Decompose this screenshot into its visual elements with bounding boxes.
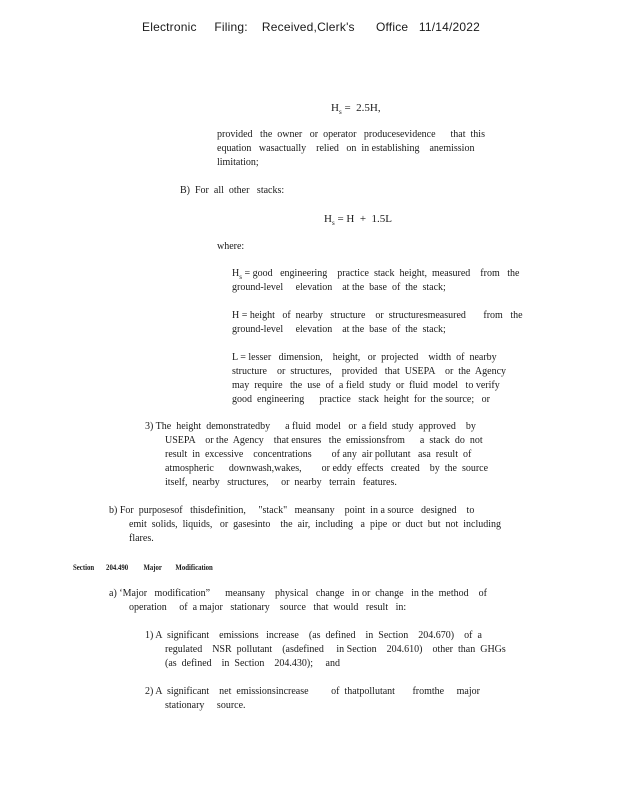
text-line: stationary source. <box>145 700 246 711</box>
equation-subscript: s <box>331 219 335 227</box>
text-line: 2) A significant net emissionsincrease of thatpollutant fromthe major <box>145 686 480 697</box>
text-line: 1) A significant emissions increase (as defined in Section 204.670) of a <box>145 630 482 641</box>
text-line: a) ‘Major modification” meansany physical change in or change in the method of <box>109 588 487 599</box>
equation-base: H <box>331 102 339 114</box>
text-line: atmospheric downwash,wakes, or eddy effects created by the source <box>145 463 489 474</box>
text-line: H = height of nearby structure or structuresmeasured from the <box>232 310 523 321</box>
item-a-major-modification <box>109 587 487 615</box>
text-line: ground-level elevation at the base of the stack; <box>232 282 446 293</box>
text-line: result in excessive concentrations of any air pollutant asa result of <box>145 449 472 460</box>
item-3-height-demonstrated <box>145 420 488 490</box>
text-line: ground-level elevation at the base of the stack; <box>232 324 446 335</box>
item-b-other-stacks: B) For all other stacks: <box>180 185 285 196</box>
text-line: L = lesser dimension, height, or projected width of nearby <box>232 352 497 363</box>
text-line: regulated NSR pollutant (asdefined in Section 204.610) other than GHGs <box>145 644 506 655</box>
text-line: operation of a major stationary source that would result in: <box>109 602 407 613</box>
item-b-stack-definition <box>109 504 501 546</box>
text-line: itself, nearby structures, or nearby terrain features. <box>145 477 397 488</box>
filing-header: Electronic Filing: Received,Clerk's Office 11/14/2022 <box>142 20 481 34</box>
equation-subscript: s <box>338 108 342 116</box>
symbol-base: H <box>232 268 240 279</box>
text-line <box>232 267 519 281</box>
text-line: good engineering practice stack height for the source; or <box>232 394 490 405</box>
text-line: limitation; <box>217 157 259 168</box>
section-heading: Section 204.490 Major Modification <box>73 563 213 572</box>
definition-text: = good engineering practice stack height, measured from the <box>241 268 520 279</box>
text-line: 3) The height demonstratedby a fluid model or a field study approved by <box>145 421 476 432</box>
definition-hs <box>232 267 519 295</box>
text-line: may require the use of a field study or fluid model to verify <box>232 380 500 391</box>
equation-hs-2-5h <box>331 101 381 115</box>
text-line: provided the owner or operator producesevidence that this <box>217 129 485 140</box>
equation-base: H <box>324 213 332 225</box>
proviso-paragraph <box>217 128 485 170</box>
symbol-subscript: s <box>239 273 242 281</box>
equation-rest: = 2.5H, <box>341 102 381 114</box>
definition-l <box>232 351 506 407</box>
definition-h <box>232 309 523 337</box>
text-line: USEPA or the Agency that ensures the emissionsfrom a stack do not <box>145 435 483 446</box>
text-line: structure or structures, provided that USEPA or the Agency <box>232 366 507 377</box>
equation-hs-h-1-5l <box>324 212 392 226</box>
item-2-net-emissions <box>145 685 480 713</box>
equation-rest: = H + 1.5L <box>334 213 393 225</box>
text-line: flares. <box>109 533 154 544</box>
text-line: (as defined in Section 204.430); and <box>145 658 340 669</box>
item-1-significant-emissions <box>145 629 506 671</box>
text-line: emit solids, liquids, or gasesinto the air, including a pipe or duct but not including <box>109 519 502 530</box>
text-line: b) For purposesof thisdefinition, "stack" meansany point in a source designed to <box>109 505 475 516</box>
where-label: where: <box>217 241 245 252</box>
text-line: equation wasactually relied on in establishing anemission <box>217 143 475 154</box>
